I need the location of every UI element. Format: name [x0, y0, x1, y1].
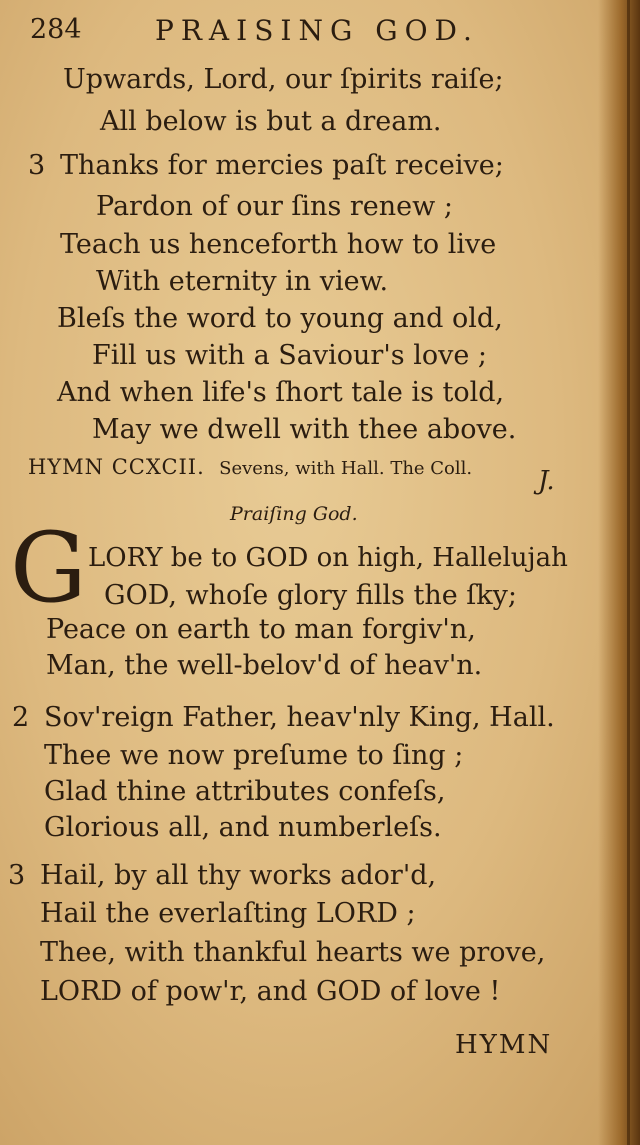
catchword: HYMN	[455, 1030, 553, 1060]
verse-line: And when life's ſhort tale is told,	[57, 377, 505, 408]
drop-cap: G	[10, 512, 87, 624]
verse-line: Glorious all, and numberleſs.	[44, 812, 442, 843]
hymn-heading	[28, 455, 472, 479]
verse-line: Hail, by all thy works ador'd,	[40, 860, 437, 891]
verse-line: Thanks for mercies paſt receive;	[60, 150, 504, 181]
verse-line: Fill us with a Saviour's love ;	[92, 340, 487, 371]
verse-line: Sov'reign Father, heav'nly King, Hall.	[44, 702, 555, 733]
page-number: 284	[30, 14, 82, 45]
margin-mark: J.	[538, 466, 555, 496]
verse-line: Hail the everlaſting LORD ;	[40, 898, 416, 929]
stanza-number: 3	[28, 150, 46, 181]
verse-line: Thee, with thankful hearts we prove,	[40, 937, 546, 968]
stanza-number: 2	[12, 702, 30, 733]
hymn-number: HYMN CCXCII.	[28, 455, 205, 479]
verse-line: Thee we now preſume to ſing ;	[44, 740, 464, 771]
verse-line: Pardon of our ſins renew ;	[96, 191, 453, 222]
book-spine-shadow	[598, 0, 640, 1145]
verse-line: Man, the well-belov'd of heav'n.	[46, 650, 483, 681]
stanza-number: 3	[8, 860, 26, 891]
verse-line: Glad thine attributes confeſs,	[44, 776, 446, 807]
verse-line: With eternity in view.	[96, 266, 389, 297]
hymn-subtitle: Praiſing God.	[230, 503, 358, 525]
verse-line: Peace on earth to man forgiv'n,	[46, 614, 476, 645]
verse-line: LORY be to GOD on high, Hallelujah	[88, 543, 568, 573]
verse-line: Teach us henceforth how to live	[60, 229, 497, 260]
verse-line: GOD, whoſe glory fills the ſky;	[104, 580, 518, 611]
verse-line: LORD of pow'r, and GOD of love !	[40, 976, 501, 1007]
verse-line: Bleſs the word to young and old,	[57, 303, 503, 334]
verse-line: All below is but a dream.	[100, 106, 442, 137]
running-title: PRAISING GOD.	[155, 14, 479, 47]
hymn-meter: Sevens, with Hall. The Coll.	[219, 458, 473, 479]
verse-line: May we dwell with thee above.	[92, 414, 517, 445]
verse-line: Upwards, Lord, our ſpirits raiſe;	[63, 64, 504, 95]
